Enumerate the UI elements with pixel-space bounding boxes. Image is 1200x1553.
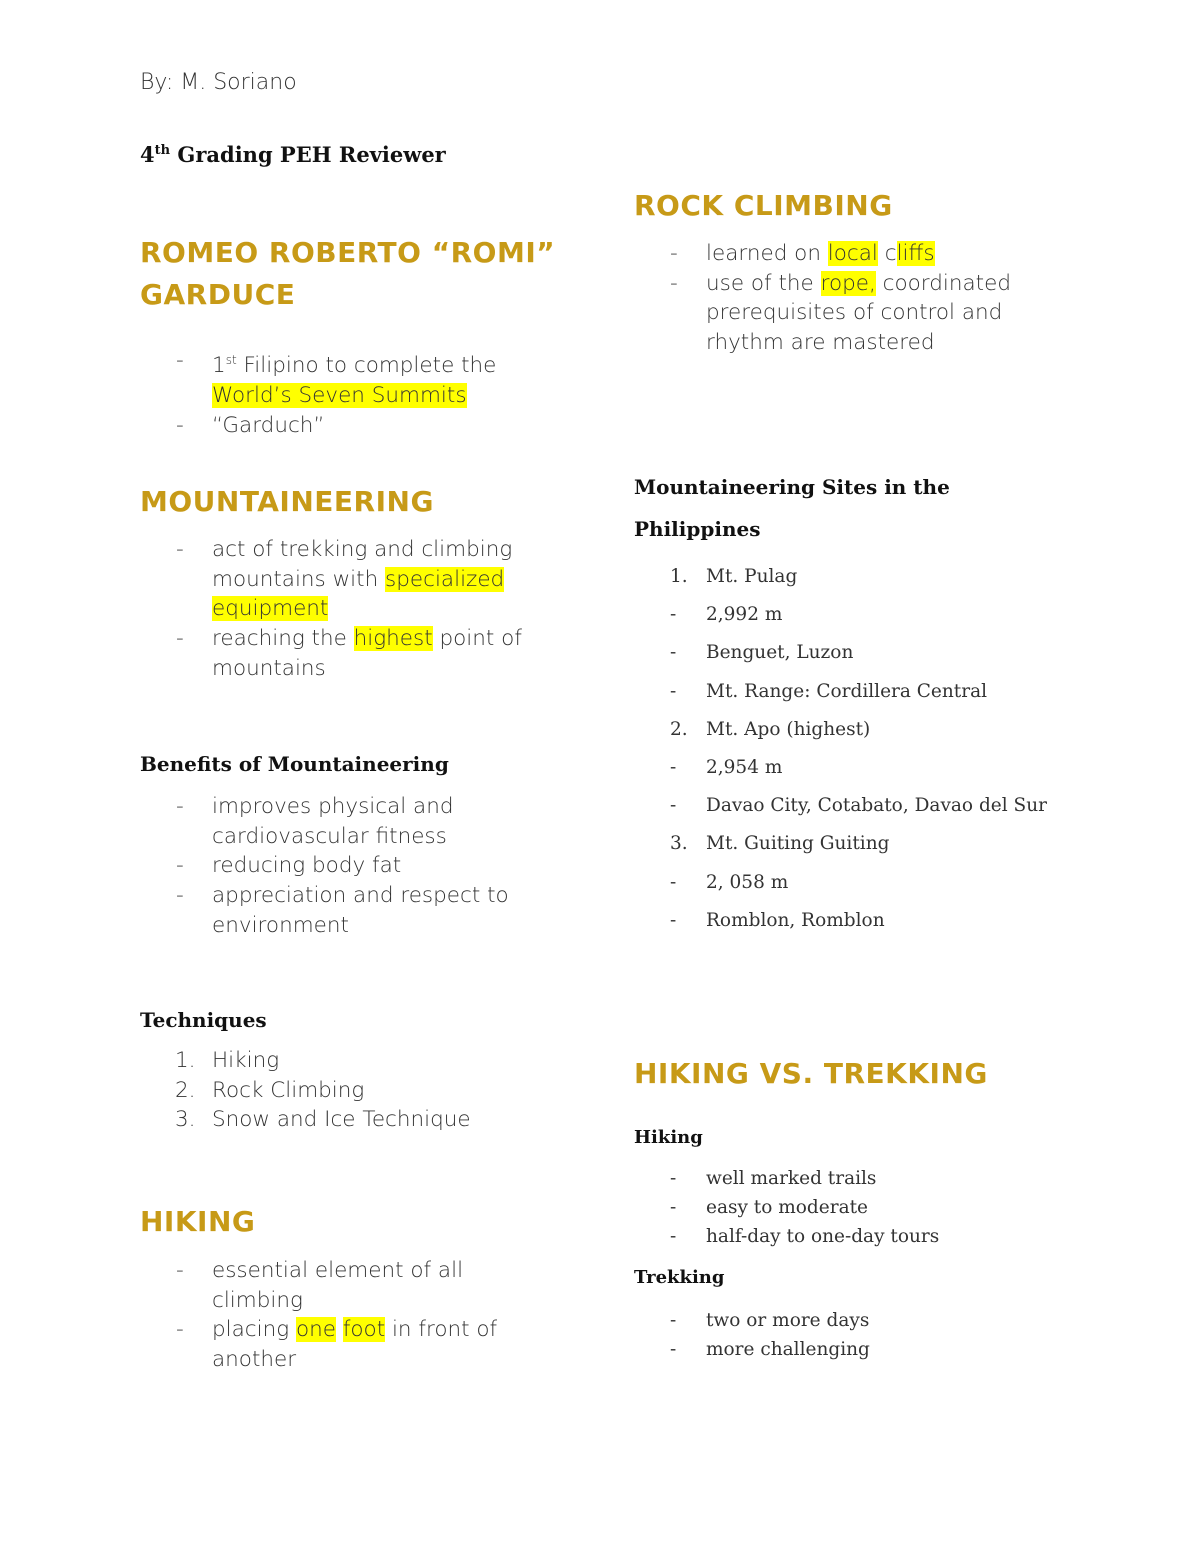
list-item: - Benguet, Luzon	[670, 642, 854, 664]
sites-list	[634, 558, 1064, 940]
trekking-traits-list	[634, 1306, 1064, 1364]
hiking-subheading: Hiking	[634, 1127, 703, 1148]
list-item: 3. Mt. Guiting Guiting	[670, 833, 890, 855]
list-item: - placing one foot in front of another	[140, 1315, 560, 1374]
garduce-heading: ROMEO ROBERTO “ROMI” GARDUCE	[140, 236, 556, 311]
hiking-list	[140, 1256, 560, 1375]
document-title: 4th Grading PEH Reviewer	[140, 142, 446, 167]
benefits-list	[140, 792, 560, 941]
list-item: - act of trekking and climbing mountains with specialized equipment	[140, 535, 560, 624]
list-item: - easy to moderate	[634, 1193, 1064, 1222]
list-item: - Mt. Range: Cordillera Central	[670, 680, 988, 702]
rock-climbing-list	[634, 239, 1054, 358]
section-hiking-vs-trekking	[634, 1053, 1064, 1364]
list-item: - Davao City, Cotabato, Davao del Sur	[670, 795, 1047, 817]
mountaineering-heading: MOUNTAINEERING	[140, 485, 434, 518]
list-item: 3. Snow and Ice Technique	[175, 1107, 471, 1133]
hiking-vs-trekking-heading: HIKING VS. TREKKING	[634, 1057, 988, 1090]
list-item: - reaching the highest point of mountains	[140, 624, 560, 683]
section-sites	[634, 466, 1064, 940]
mountaineering-list	[140, 535, 560, 684]
sites-heading: Mountaineering Sites in the Philippines	[634, 475, 950, 541]
hiking-heading: HIKING	[140, 1205, 256, 1238]
techniques-list	[140, 1046, 560, 1135]
rock-climbing-heading: ROCK CLIMBING	[634, 189, 893, 222]
list-item: - “Garduch”	[140, 411, 560, 441]
list-item: - learned on local cliffs	[634, 239, 1054, 269]
section-rock-climbing	[634, 185, 1054, 358]
section-mountaineering	[140, 481, 560, 684]
trekking-subheading: Trekking	[634, 1267, 725, 1288]
list-item: - appreciation and respect to environment	[140, 881, 560, 940]
benefits-heading: Benefits of Mountaineering	[140, 752, 449, 776]
list-item: - use of the rope, coordinated prerequisites of control and rhythm are mastered	[634, 269, 1054, 358]
list-item: - 1st Filipino to complete the World’s Seven Summits	[140, 346, 560, 411]
list-item: - half-day to one-day tours	[634, 1222, 1064, 1251]
list-item: - 2, 058 m	[670, 871, 789, 893]
list-item: - well marked trails	[634, 1164, 1064, 1193]
list-item: - improves physical and cardiovascular fitness	[140, 792, 560, 851]
section-garduce	[140, 232, 560, 440]
section-hiking	[140, 1201, 560, 1375]
list-item: 2. Mt. Apo (highest)	[670, 718, 871, 740]
list-item: 1. Mt. Pulag	[670, 566, 798, 587]
author-line: By: M. Soriano	[140, 70, 297, 95]
list-item: - essential element of all climbing	[140, 1256, 560, 1315]
techniques-heading: Techniques	[140, 1008, 267, 1032]
section-techniques	[140, 1008, 560, 1135]
list-item: 1. Hiking	[175, 1048, 280, 1073]
section-benefits	[140, 752, 560, 941]
list-item: - more challenging	[634, 1335, 1064, 1364]
list-item: - 2,954 m	[670, 757, 783, 779]
hiking-traits-list	[634, 1164, 1064, 1251]
list-item: - Romblon, Romblon	[670, 909, 885, 931]
list-item: - reducing body fat	[140, 851, 560, 881]
list-item: 2. Rock Climbing	[175, 1077, 365, 1103]
garduce-list	[140, 346, 560, 440]
list-item: - two or more days	[634, 1306, 1064, 1335]
list-item: - 2,992 m	[670, 604, 783, 626]
